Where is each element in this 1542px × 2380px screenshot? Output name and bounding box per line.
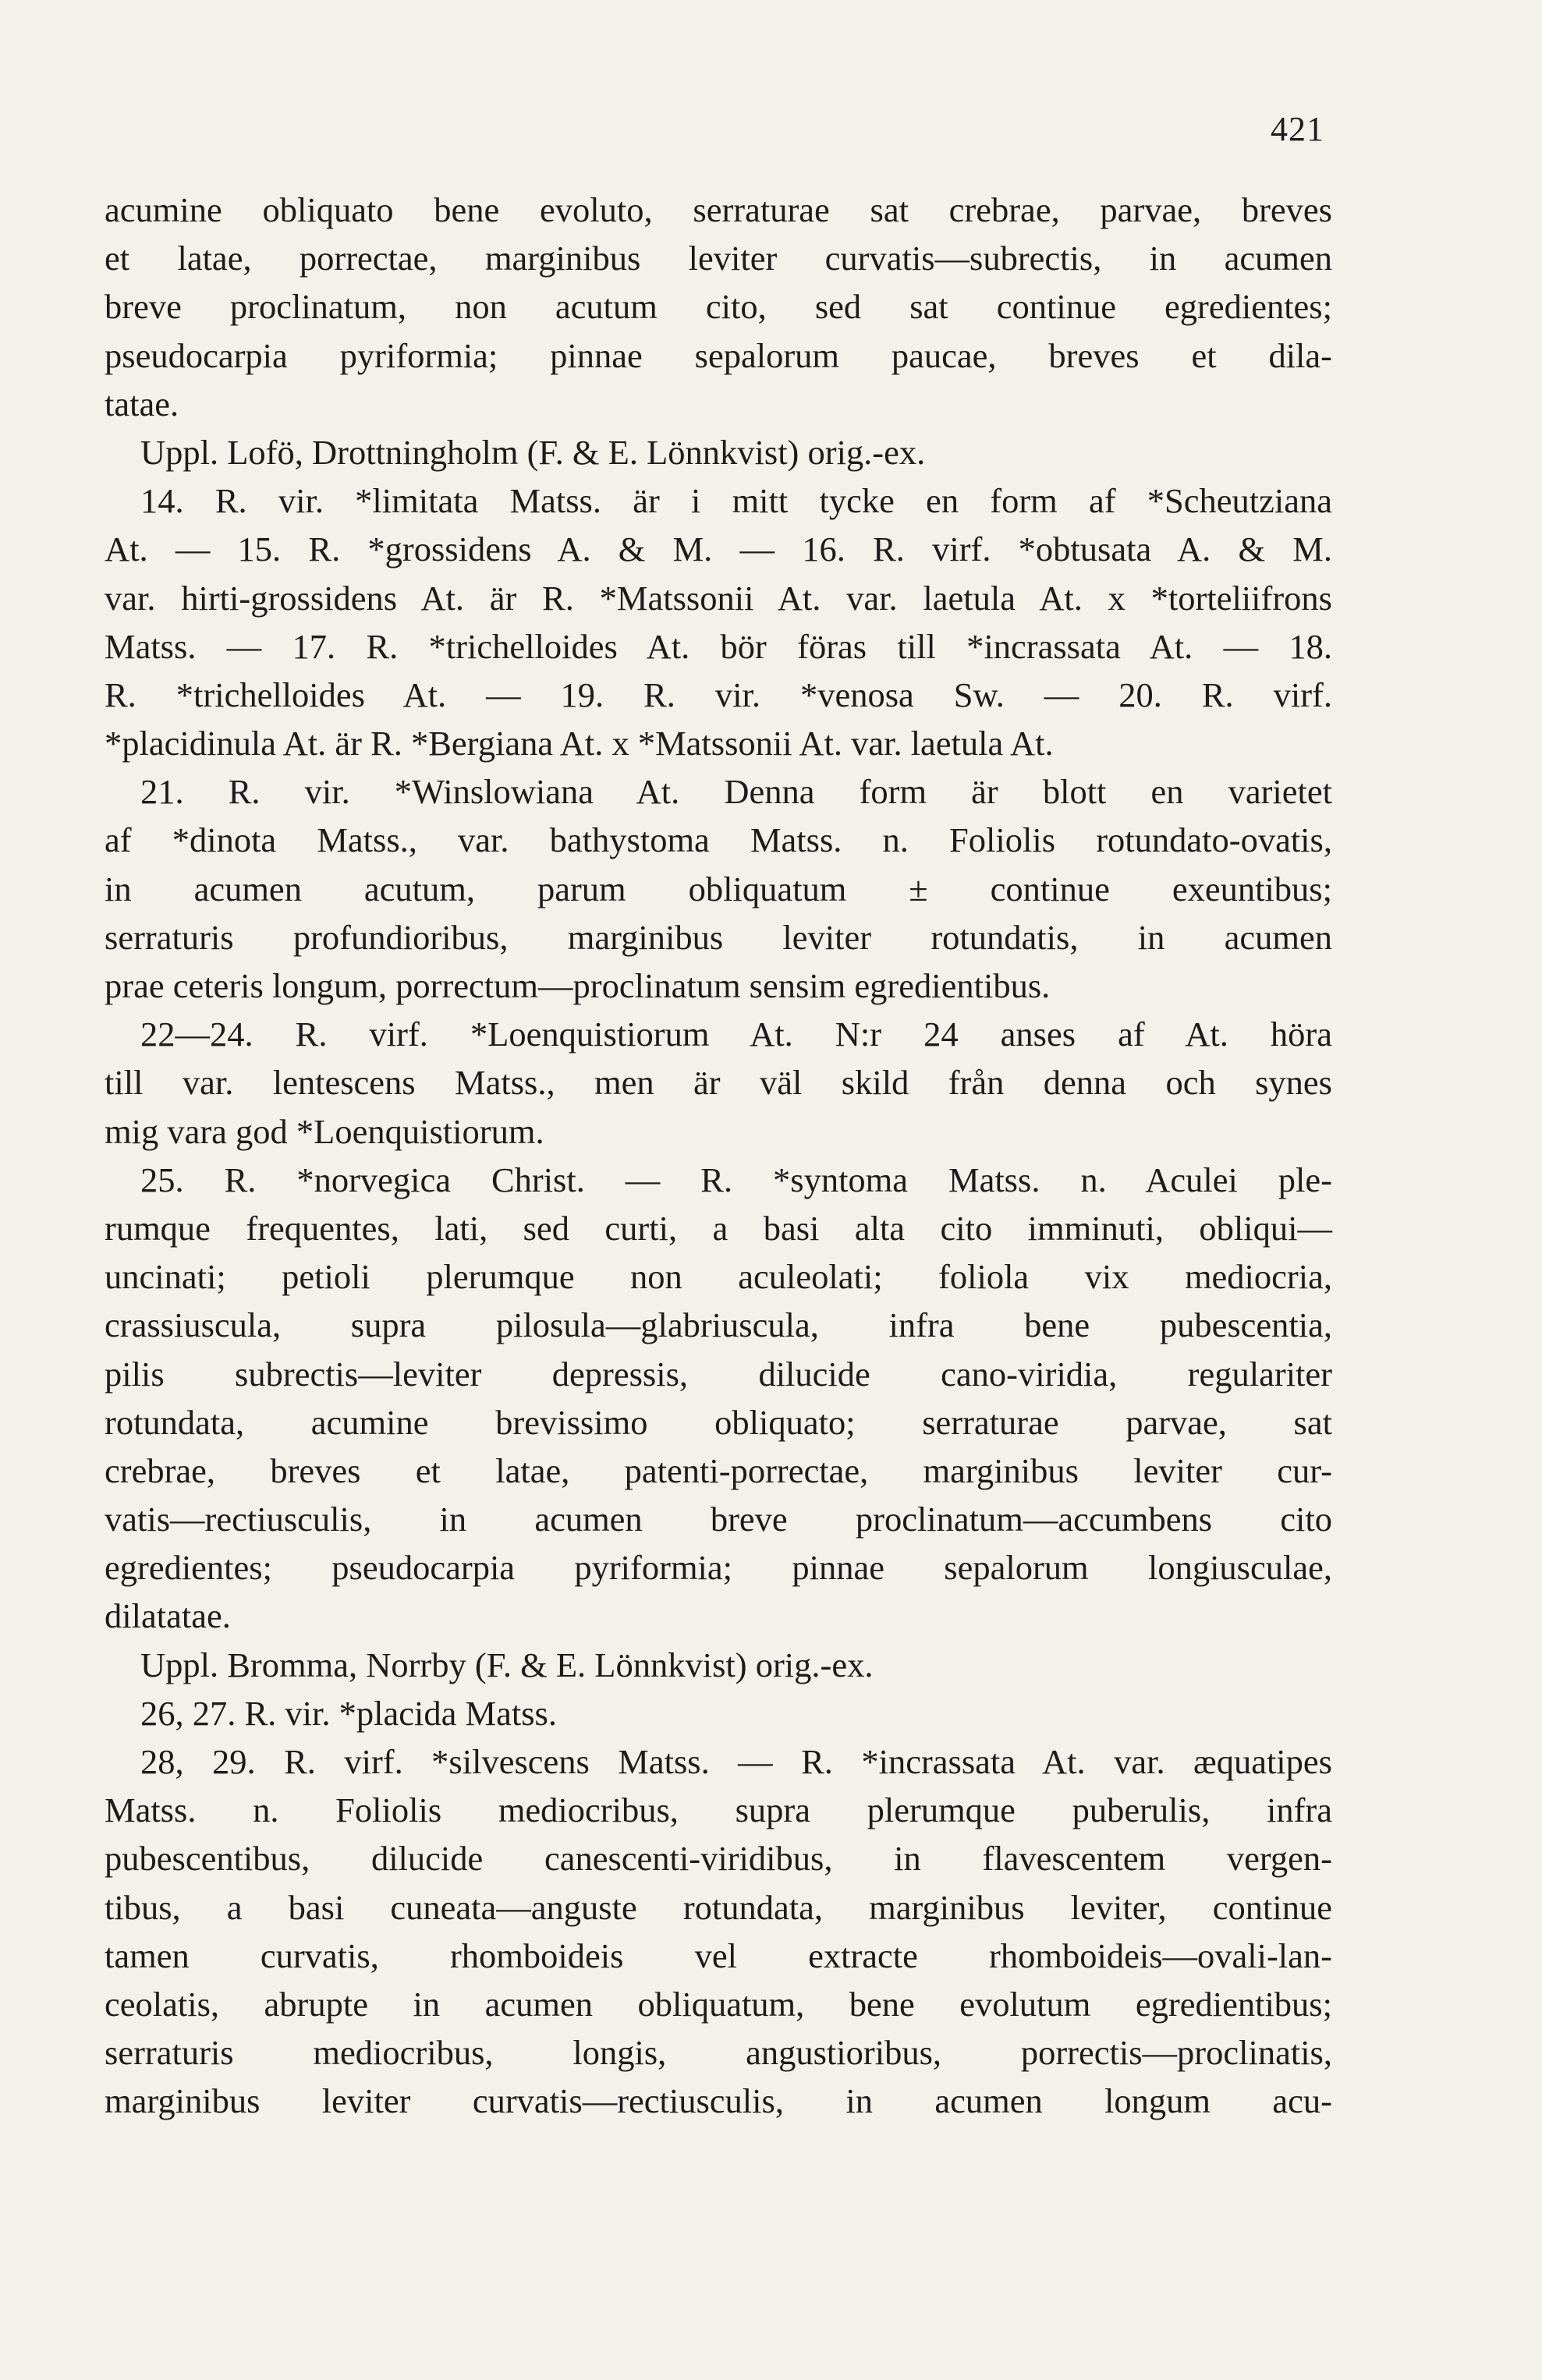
text-line: in acumen acutum, parum obliquatum ± continue exeuntibus; <box>105 869 1332 908</box>
text-line: R. *trichelloides At. — 19. R. vir. *venosa Sw. — 20. R. virf. <box>105 675 1332 714</box>
text-line: prae ceteris longum, porrectum—proclinatum sensim egredientibus. <box>105 966 1051 1005</box>
text-line: Uppl. Bromma, Norrby (F. & E. Lönnkvist) orig.-ex. <box>140 1645 874 1684</box>
text-line: acumine obliquato bene evoluto, serraturae sat crebrae, parvae, breves <box>105 190 1332 229</box>
text-line: *placidinula At. är R. *Bergiana At. x *Matssonii At. var. laetula At. <box>105 724 1054 763</box>
text-line: crassiuscula, supra pilosula—glabriuscula, infra bene pubescentia, <box>105 1305 1332 1345</box>
text-line: rumque frequentes, lati, sed curti, a basi alta cito imminuti, obliqui— <box>105 1208 1332 1248</box>
text-line: vatis—rectiusculis, in acumen breve proclinatum—accumbens cito <box>105 1500 1332 1539</box>
text-line: Uppl. Lofö, Drottningholm (F. & E. Lönnkvist) orig.-ex. <box>140 432 926 472</box>
text-line: uncinati; petioli plerumque non aculeolati; foliola vix mediocria, <box>105 1257 1332 1297</box>
text-line: serraturis mediocribus, longis, angustioribus, porrectis—proclinatis, <box>105 2033 1332 2073</box>
text-line: Matss. n. Foliolis mediocribus, supra plerumque puberulis, infra <box>105 1790 1332 1830</box>
text-line: breve proclinatum, non acutum cito, sed sat continue egredientes; <box>105 287 1332 327</box>
text-line: Matss. — 17. R. *trichelloides At. bör föras till *incrassata At. — 18. <box>105 626 1332 666</box>
text-line: 21. R. vir. *Winslowiana At. Denna form är blott en varietet <box>140 772 1332 812</box>
text-line: 14. R. vir. *limitata Matss. är i mitt tycke en form af *Scheutziana <box>140 481 1332 521</box>
text-line: pilis subrectis—leviter depressis, dilucide cano-viridia, regulariter <box>105 1354 1332 1394</box>
text-line: tibus, a basi cuneata—anguste rotundata, marginibus leviter, continue <box>105 1887 1332 1927</box>
text-line: mig vara god *Loenquistiorum. <box>105 1111 544 1151</box>
text-line: serraturis profundioribus, marginibus leviter rotundatis, in acumen <box>105 917 1332 957</box>
text-line: egredientes; pseudocarpia pyriformia; pinnae sepalorum longiusculae, <box>105 1548 1332 1588</box>
text-line: 22—24. R. virf. *Loenquistiorum At. N:r 24 anses af At. höra <box>140 1015 1332 1054</box>
text-line: till var. lentescens Matss., men är väl skild från denna och synes <box>105 1063 1332 1103</box>
text-line: ceolatis, abrupte in acumen obliquatum, bene evolutum egredientibus; <box>105 1984 1332 2024</box>
text-line: pubescentibus, dilucide canescenti-viridibus, in flavescentem vergen- <box>105 1839 1332 1879</box>
page-number: 421 <box>1271 110 1324 148</box>
text-line: tamen curvatis, rhomboideis vel extracte rhomboideis—ovali-lan- <box>105 1936 1332 1975</box>
text-line: pseudocarpia pyriformia; pinnae sepalorum paucae, breves et dila- <box>105 335 1332 375</box>
text-line: af *dinota Matss., var. bathystoma Matss. n. Foliolis rotundato-ovatis, <box>105 820 1332 860</box>
text-line: 28, 29. R. virf. *silvescens Matss. — R. *incrassata At. var. æquatipes <box>140 1742 1332 1781</box>
text-line: dilatatae. <box>105 1596 231 1636</box>
text-line: 26, 27. R. vir. *placida Matss. <box>140 1693 557 1733</box>
text-line: At. — 15. R. *grossidens A. & M. — 16. R. virf. *obtusata A. & M. <box>105 529 1332 569</box>
text-line: crebrae, breves et latae, patenti-porrectae, marginibus leviter cur- <box>105 1450 1332 1490</box>
text-line: tatae. <box>105 384 179 423</box>
text-line: marginibus leviter curvatis—rectiusculis, in acumen longum acu- <box>105 2081 1332 2121</box>
text-line: et latae, porrectae, marginibus leviter curvatis—subrectis, in acumen <box>105 239 1332 278</box>
text-line: 25. R. *norvegica Christ. — R. *syntoma Matss. n. Aculei ple- <box>140 1160 1332 1199</box>
text-line: var. hirti-grossidens At. är R. *Matssonii At. var. laetula At. x *torteliifrons <box>105 578 1332 618</box>
text-line: rotundata, acumine brevissimo obliquato; serraturae parvae, sat <box>105 1402 1332 1442</box>
body-text <box>105 186 1332 2126</box>
